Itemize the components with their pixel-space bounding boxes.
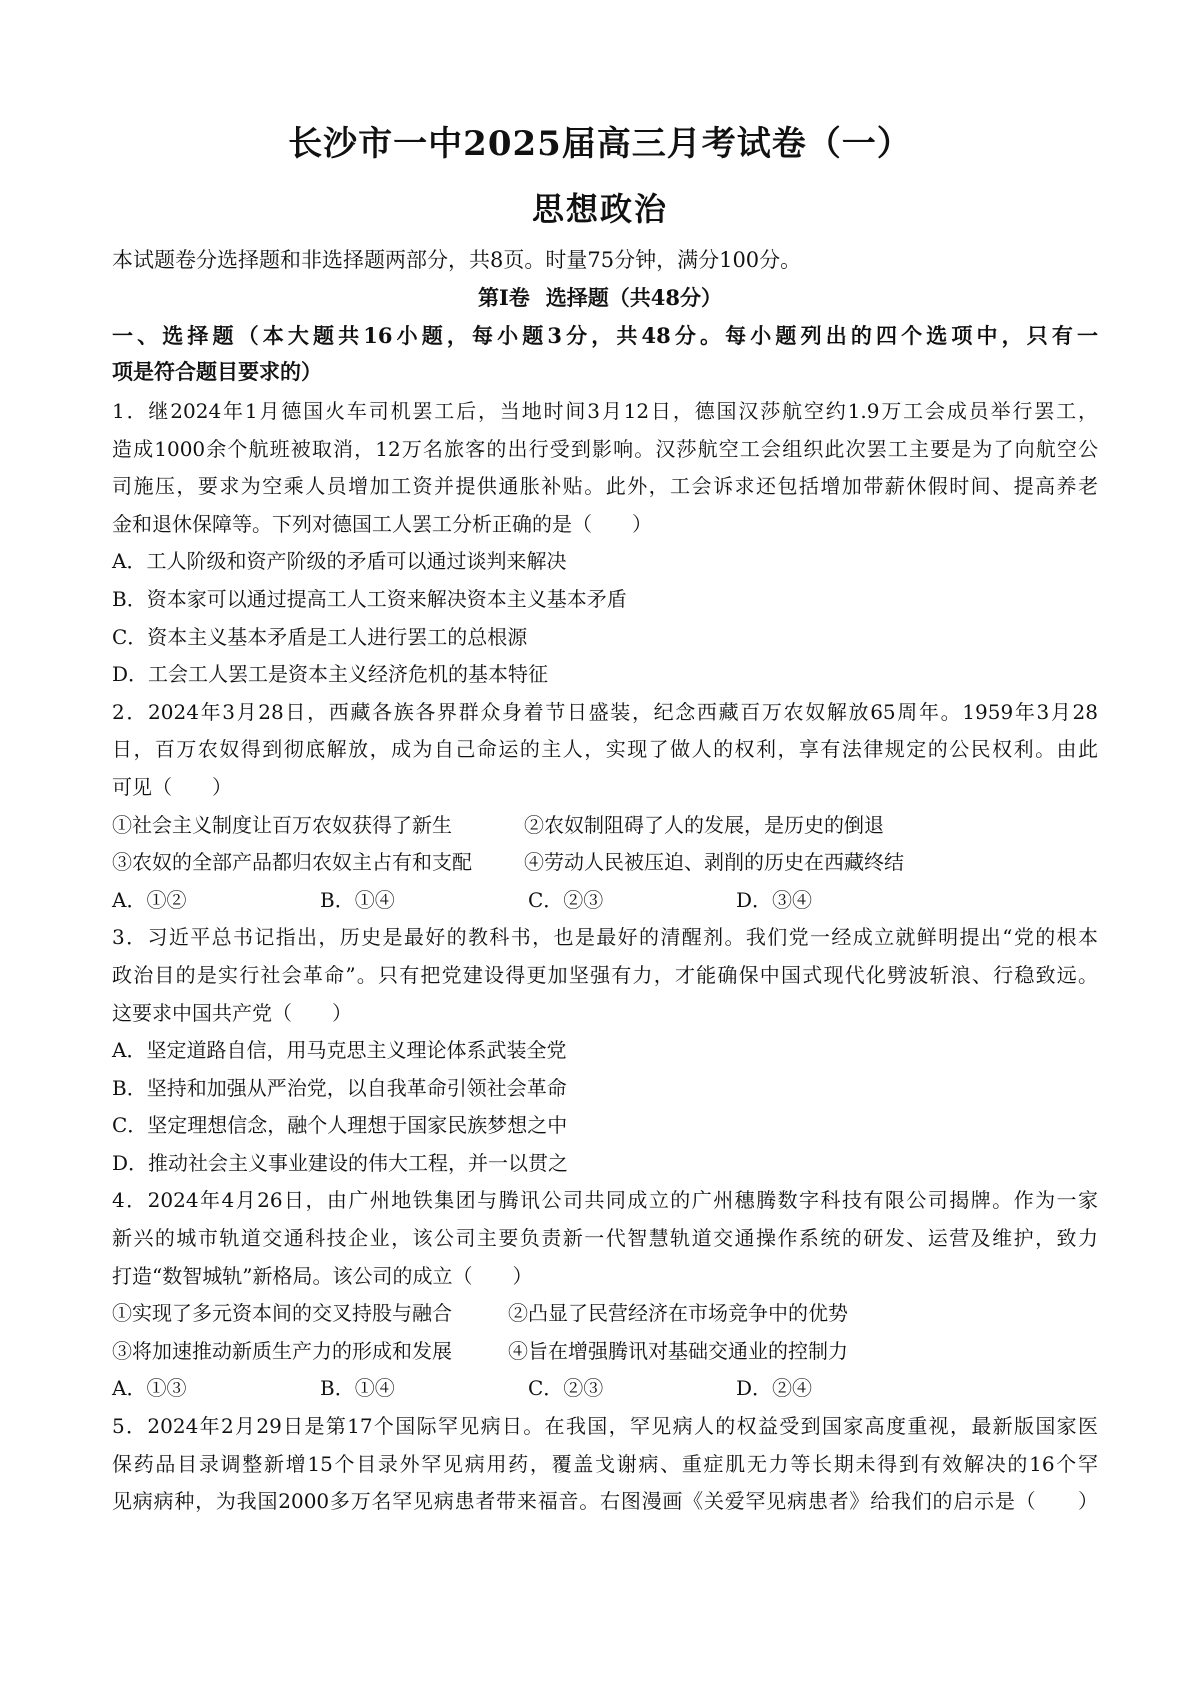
question-stem-line: 这要求中国共产党（ ） — [112, 1000, 352, 1025]
statement-1: ①社会主义制度让百万农奴获得了新生 — [112, 812, 452, 837]
question-stem-line: 司施压，要求为空乘人员增加工资并提供通胀补贴。此外，工会诉求还包括增加带薪休假时间、提高养老 — [112, 474, 1098, 499]
question-stem-line: 日，百万农奴得到彻底解放，成为自己命运的主人，实现了做人的权利，享有法律规定的公民权利。由此 — [112, 737, 1098, 762]
exam-intro: 本试题卷分选择题和非选择题两部分，共8页。时量75分钟，满分100分。 — [112, 248, 802, 272]
question-stem-line: 可见（ ） — [112, 774, 232, 799]
question-stem-line: 2．2024年3月28日，西藏各族各界群众身着节日盛装，纪念西藏百万农奴解放65周年。1959年3月28 — [112, 699, 1098, 724]
section-heading-line: 项是符合题目要求的） — [112, 359, 322, 384]
option-d[interactable]: D．③④ — [736, 887, 813, 912]
statement-4: ④劳动人民被压迫、剥削的历史在西藏终结 — [524, 850, 904, 875]
statement-row — [112, 844, 1098, 882]
option-b[interactable]: B．资本家可以通过提高工人工资来解决资本主义基本矛盾 — [112, 586, 627, 611]
option-a[interactable]: A．坚定道路自信，用马克思主义理论体系武装全党 — [112, 1038, 567, 1063]
question-stem-line: 打造“数智城轨”新格局。该公司的成立（ ） — [112, 1263, 533, 1288]
question-5 — [112, 1408, 1098, 1521]
question-stem-line: 1．继2024年1月德国火车司机罢工后，当地时间3月12日，德国汉莎航空约1.9万工会成员举行罢工， — [112, 399, 1098, 423]
statement-3: ③将加速推动新质生产力的形成和发展 — [112, 1338, 452, 1363]
question-stem-line: 保药品目录调整新增15个目录外罕见病用药，覆盖戈谢病、重症肌无力等长期未得到有效解决的16个罕 — [112, 1451, 1098, 1476]
option-a[interactable]: A．①③ — [112, 1376, 187, 1401]
question-stem-line: 4．2024年4月26日，由广州地铁集团与腾讯公司共同成立的广州穗腾数字科技有限公司揭牌。作为一家 — [112, 1188, 1098, 1213]
question-stem-line: 见病病种，为我国2000多万名罕见病患者带来福音。右图漫画《关爱罕见病患者》给我们的启示是（ ） — [112, 1489, 1098, 1514]
question-stem-line: 造成1000余个航班被取消，12万名旅客的出行受到影响。汉莎航空工会组织此次罢工主要是为了向航空公 — [112, 436, 1098, 461]
option-a[interactable]: A．①② — [112, 887, 187, 912]
question-stem-line: 金和退休保障等。下列对德国工人罢工分析正确的是（ ） — [112, 511, 652, 536]
option-d[interactable]: D．推动社会主义事业建设的伟大工程，并一以贯之 — [112, 1150, 569, 1175]
question-2 — [112, 694, 1098, 920]
question-3 — [112, 919, 1098, 1182]
option-d[interactable]: D．工会工人罢工是资本主义经济危机的基本特征 — [112, 662, 549, 687]
statement-4: ④旨在增强腾讯对基础交通业的控制力 — [508, 1338, 848, 1363]
option-d[interactable]: D．②④ — [736, 1376, 813, 1401]
option-b[interactable]: B．①④ — [320, 887, 395, 912]
option-b[interactable]: B．①④ — [320, 1376, 395, 1401]
option-c[interactable]: C．坚定理想信念，融个人理想于国家民族梦想之中 — [112, 1113, 568, 1138]
section-heading — [112, 318, 1098, 390]
statement-2: ②农奴制阻碍了人的发展，是历史的倒退 — [524, 812, 884, 837]
option-b[interactable]: B．坚持和加强从严治党，以自我革命引领社会革命 — [112, 1075, 567, 1100]
part-label: 第Ⅰ卷 — [477, 285, 530, 310]
statement-2: ②凸显了民营经济在市场竞争中的优势 — [508, 1301, 848, 1326]
statement-row — [112, 1295, 1098, 1333]
statement-row — [112, 807, 1098, 845]
option-c[interactable]: C．②③ — [528, 1376, 604, 1401]
section-heading-line: 一、选择题（本大题共16小题，每小题3分，共48分。每小题列出的四个选项中，只有一 — [112, 323, 1098, 348]
options-row — [112, 1370, 1098, 1408]
statement-3: ③农奴的全部产品都归农奴主占有和支配 — [112, 850, 472, 875]
option-c[interactable]: C．②③ — [528, 887, 604, 912]
question-stem-line: 3．习近平总书记指出，历史是最好的教科书，也是最好的清醒剂。我们党一经成立就鲜明提出“党的根本 — [112, 925, 1098, 950]
statement-row — [112, 1333, 1098, 1371]
question-1 — [112, 393, 1098, 694]
part-heading — [0, 282, 1200, 314]
exam-title: 长沙市一中2025届高三月考试卷（一） — [288, 124, 912, 164]
question-stem-line: 5．2024年2月29日是第17个国际罕见病日。在我国，罕见病人的权益受到国家高度重视，最新版国家医 — [112, 1414, 1098, 1439]
part-name: 选择题（共48分） — [545, 285, 723, 310]
statement-1: ①实现了多元资本间的交叉持股与融合 — [112, 1301, 452, 1326]
subject-title: 思想政治 — [531, 190, 668, 228]
options-row — [112, 882, 1098, 920]
question-stem-line: 新兴的城市轨道交通科技企业，该公司主要负责新一代智慧轨道交通操作系统的研发、运营及维护，致力 — [112, 1226, 1098, 1251]
option-c[interactable]: C．资本主义基本矛盾是工人进行罢工的总根源 — [112, 624, 528, 649]
question-stem-line: 政治目的是实行社会革命”。只有把党建设得更加坚强有力，才能确保中国式现代化劈波斩浪、行稳致远。 — [112, 962, 1098, 987]
option-a[interactable]: A．工人阶级和资产阶级的矛盾可以通过谈判来解决 — [112, 549, 567, 574]
question-4 — [112, 1182, 1098, 1408]
questions-body — [112, 393, 1098, 1521]
